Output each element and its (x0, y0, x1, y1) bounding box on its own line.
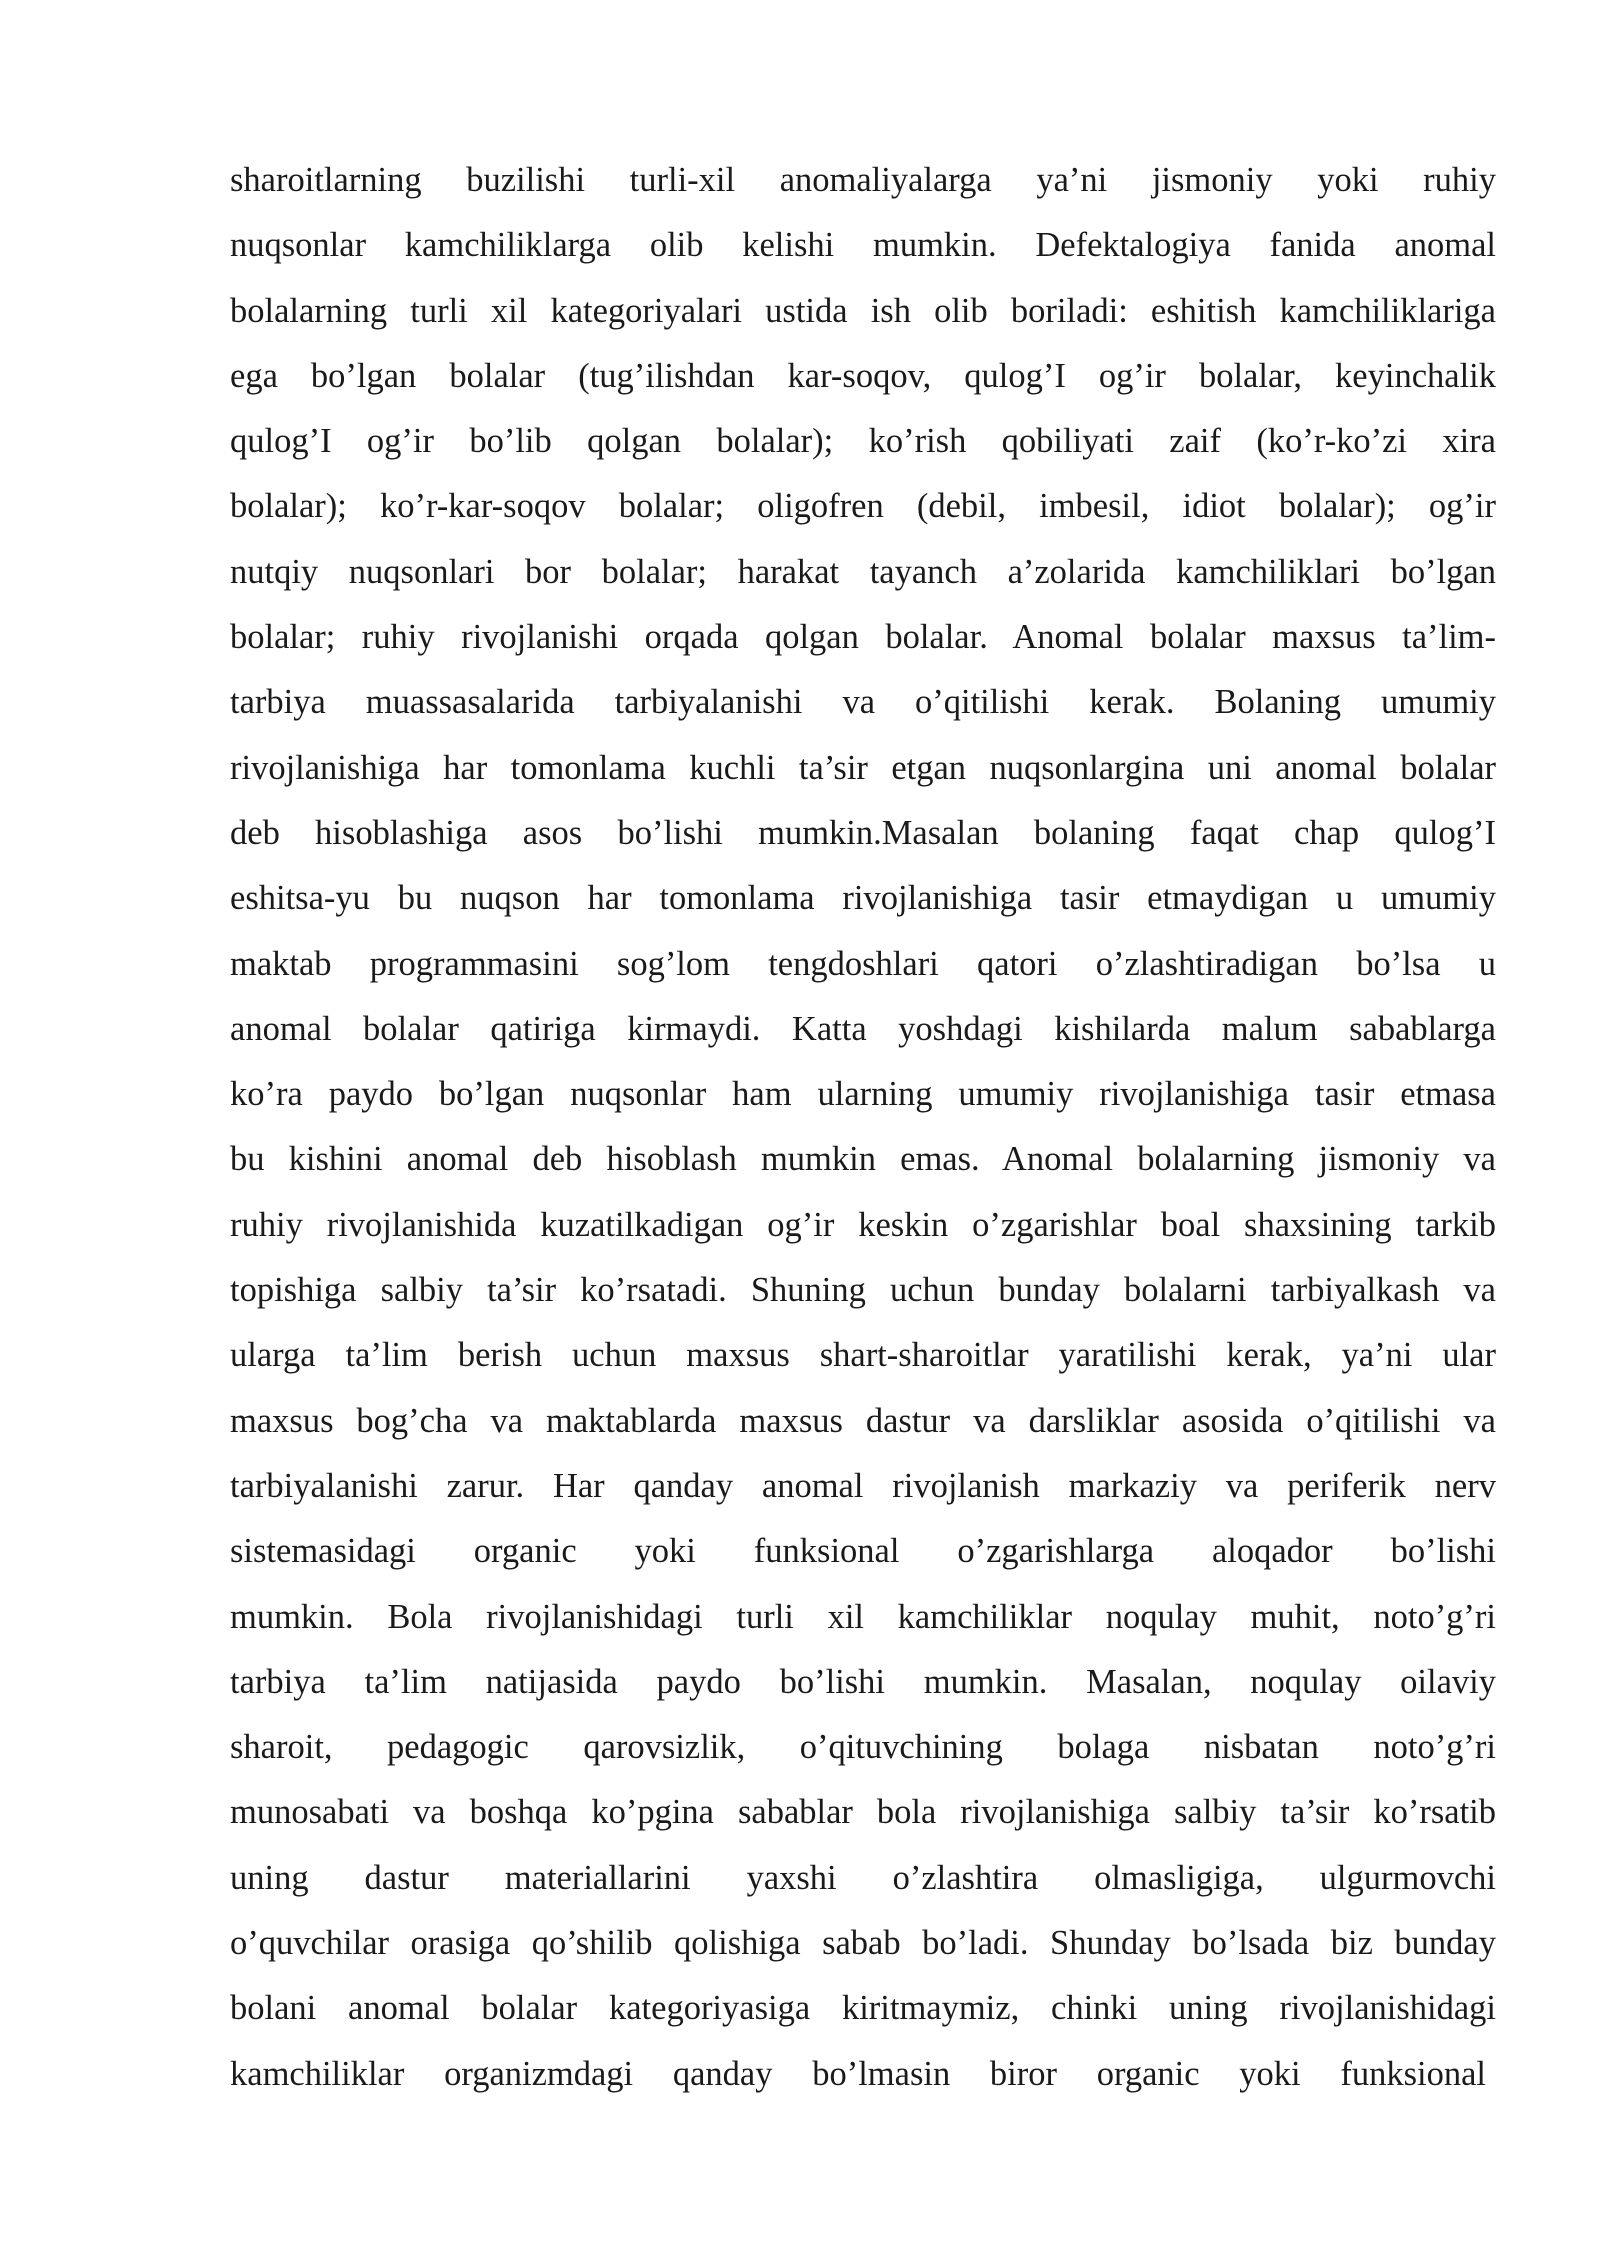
text-line: munosabati va boshqa ko’pgina sabablar bola rivojlanishiga salbiy ta’sir ko’rsatib (230, 1793, 1496, 1832)
text-line: sistemasidagi organic yoki funksional o’zgarishlarga aloqador bo’lishi (230, 1532, 1496, 1571)
text-line: anomal bolalar qatiriga kirmaydi. Katta yoshdagi kishilarda malum sabablarga (230, 1009, 1496, 1048)
text-line: eshitsa-yu bu nuqson har tomonlama rivojlanishiga tasir etmaydigan u umumiy (230, 879, 1496, 918)
text-line: maktab programmasini sog’lom tengdoshlari qatori o’zlashtiradigan bo’lsa u (230, 944, 1496, 983)
text-line: ularga ta’lim berish uchun maxsus shart-sharoitlar yaratilishi kerak, ya’ni ular (230, 1336, 1496, 1375)
text-line: sharoitlarning buzilishi turli-xil anomaliyalarga ya’ni jismoniy yoki ruhiy (230, 161, 1496, 199)
text-line: ega bo’lgan bolalar (tug’ilishdan kar-soqov, qulog’I og’ir bolalar, keyinchalik (230, 356, 1496, 395)
text-line: tarbiya ta’lim natijasida paydo bo’lishi mumkin. Masalan, noqulay oilaviy (230, 1662, 1496, 1701)
body-text (230, 148, 1496, 2107)
text-line: ko’ra paydo bo’lgan nuqsonlar ham ularning umumiy rivojlanishiga tasir etmasa (230, 1075, 1496, 1114)
text-line: rivojlanishiga har tomonlama kuchli ta’sir etgan nuqsonlargina uni anomal bolalar (230, 748, 1496, 787)
text-line: topishiga salbiy ta’sir ko’rsatadi. Shuning uchun bunday bolalarni tarbiyalkash va (230, 1271, 1496, 1310)
text-line: uning dastur materiallarini yaxshi o’zlashtira olmasligiga, ulgurmovchi (230, 1858, 1496, 1897)
text-line: bu kishini anomal deb hisoblash mumkin emas. Anomal bolalarning jismoniy va (230, 1140, 1496, 1179)
text-line: tarbiya muassasalarida tarbiyalanishi va o’qitilishi kerak. Bolaning umumiy (230, 683, 1496, 722)
text-line: deb hisoblashiga asos bo’lishi mumkin.Masalan bolaning faqat chap qulog’I (230, 813, 1496, 852)
text-line: nuqsonlar kamchiliklarga olib kelishi mumkin. Defektalogiya fanida anomal (230, 226, 1496, 265)
text-line: kamchiliklar organizmdagi qanday bo’lmasin biror organic yoki funksional (230, 2054, 1486, 2093)
text-line: nutqiy nuqsonlari bor bolalar; harakat tayanch a’zolarida kamchiliklari bo’lgan (230, 552, 1496, 591)
text-line: bolani anomal bolalar kategoriyasiga kiritmaymiz, chinki uning rivojlanishidagi (230, 1989, 1496, 2028)
text-line: bolalar; ruhiy rivojlanishi orqada qolgan bolalar. Anomal bolalar maxsus ta’lim- (230, 618, 1496, 657)
text-line: tarbiyalanishi zarur. Har qanday anomal rivojlanish markaziy va periferik nerv (230, 1466, 1496, 1505)
text-line: sharoit, pedagogic qarovsizlik, o’qituvchining bolaga nisbatan noto’g’ri (230, 1728, 1496, 1767)
text-line: maxsus bog’cha va maktablarda maxsus dastur va darsliklar asosida o’qitilishi va (230, 1401, 1496, 1440)
text-line: bolalarning turli xil kategoriyalari ustida ish olib boriladi: eshitish kamchiliklariga (230, 291, 1496, 330)
text-line: mumkin. Bola rivojlanishidagi turli xil kamchiliklar noqulay muhit, noto’g’ri (230, 1597, 1496, 1636)
text-line: ruhiy rivojlanishida kuzatilkadigan og’ir keskin o’zgarishlar boal shaxsining tarkib (230, 1205, 1496, 1244)
text-line: o’quvchilar orasiga qo’shilib qolishiga sabab bo’ladi. Shunday bo’lsada biz bunday (230, 1924, 1496, 1963)
text-line: bolalar); ko’r-kar-soqov bolalar; oligofren (debil, imbesil, idiot bolalar); og’ir (230, 487, 1496, 526)
text-line: qulog’I og’ir bo’lib qolgan bolalar); ko’rish qobiliyati zaif (ko’r-ko’zi xira (230, 422, 1496, 461)
